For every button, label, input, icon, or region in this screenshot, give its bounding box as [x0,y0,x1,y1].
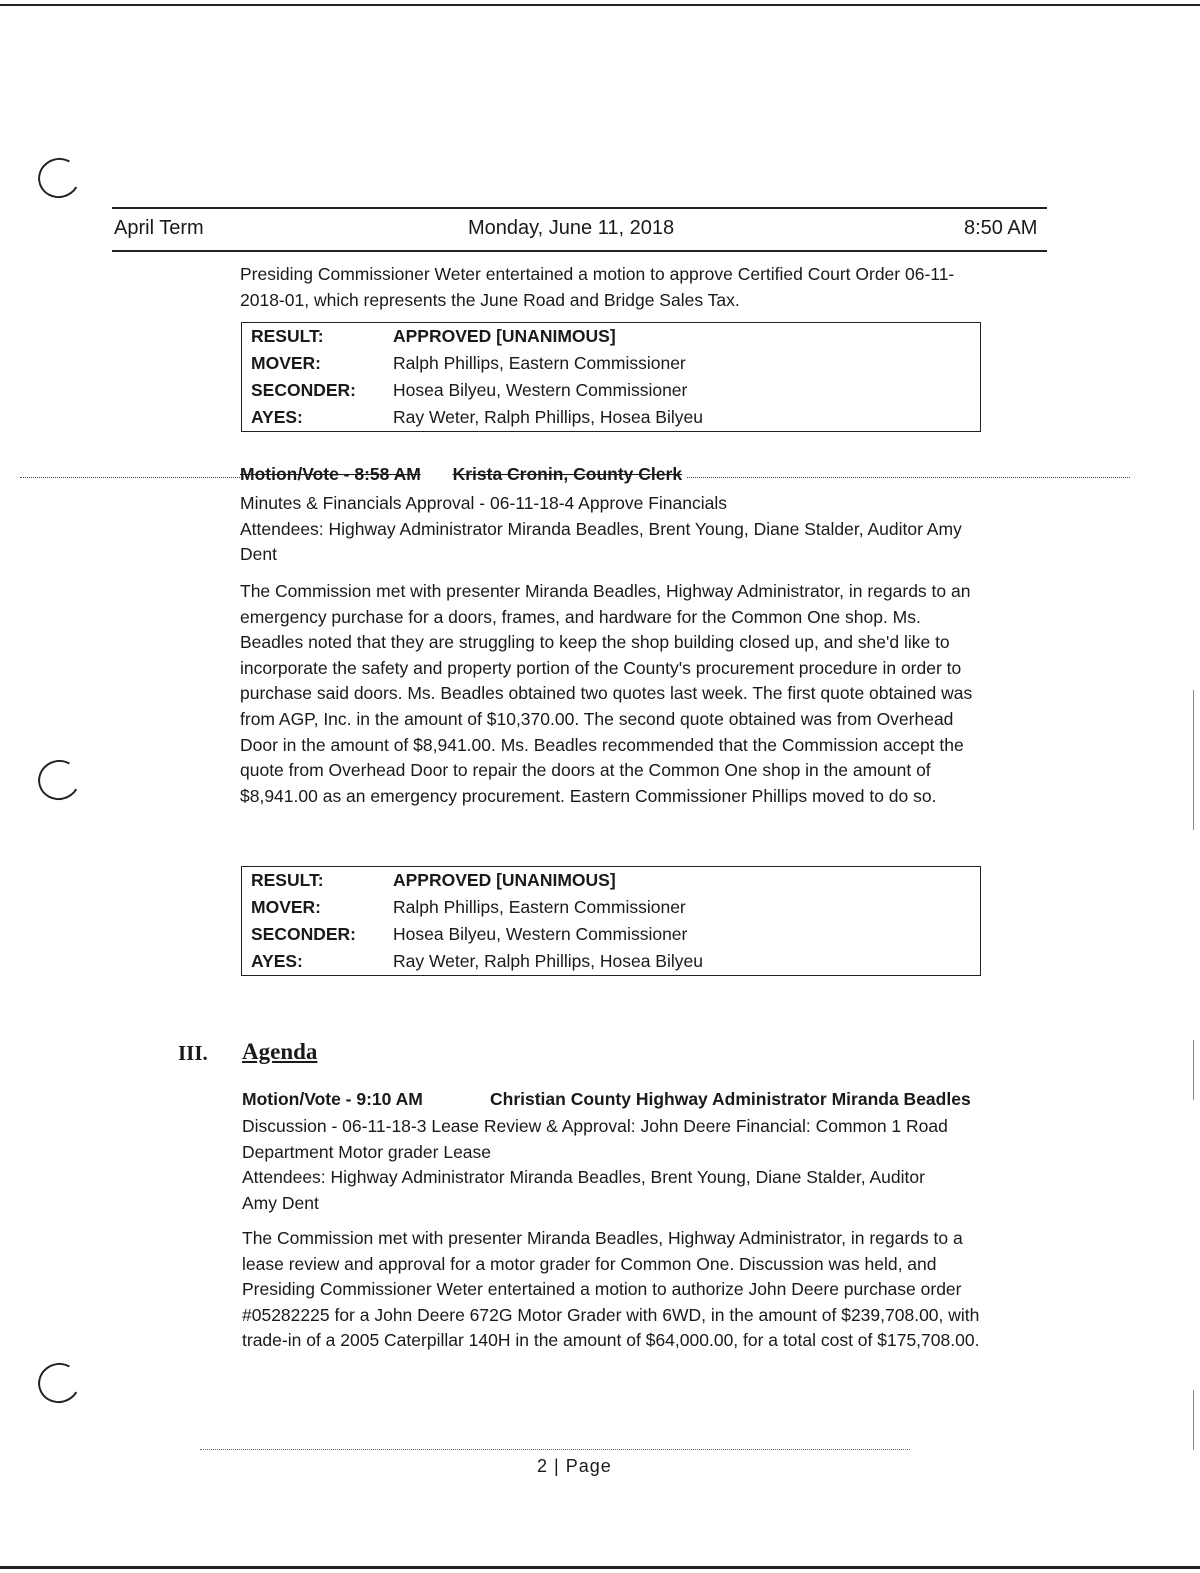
section-number: III. [178,1041,208,1065]
item2-attendees: Attendees: Highway Administrator Miranda Beadles, Brent Young, Diane Stalder, Auditor Amy Dent [240,518,962,565]
punch-hole-icon [34,153,85,203]
header-rule-top [112,207,1047,209]
vote-table [241,866,981,976]
agenda-body: The Commission met with presenter Miranda Beadles, Highway Administrator, in regards to a lease review and approval for a motor grader for Common One. Discussion was held, and Presiding Commissioner Weter entertained a motion to authorize John Deere purchase order #05282225 for a John Deere 672G Motor Grader with 6WD, in the amount of $239,708.00, with trade-in of a 2005 Caterpillar 140H in the amount of $64,000.00, for a total cost of $175,708.00. [242,1228,980,1351]
vote-row-result: RESULT: APPROVED [UNANIMOUS] [251,870,616,890]
punch-hole-icon [34,755,85,805]
agenda-attendees: Attendees: Highway Administrator Miranda Beadles, Brent Young, Diane Stalder, Auditor Amy Dent [242,1167,925,1213]
item2-motion-line: Motion/Vote - 8:58 AM Krista Cronin, County Clerk [240,464,686,485]
meeting-time: 8:50 AM [964,217,1038,239]
footer-dots [200,1449,910,1450]
scan-edge-right [1193,1040,1194,1100]
punch-hole-icon [34,1358,85,1408]
vote-row-seconder: SECONDER: Hosea Bilyeu, Western Commissioner [251,924,688,944]
header-rule-bottom [112,250,1047,252]
item1-text: Presiding Commissioner Weter entertained a motion to approve Certified Court Order 06-11-2018-01, which represents the June Road and Bridge Sales Tax. [240,264,955,310]
scan-edge-right [1193,1390,1194,1450]
vote-row-mover: MOVER: Ralph Phillips, Eastern Commissioner [251,897,686,917]
item2-details [240,491,980,568]
page-number: 2 | Page [537,1456,612,1476]
vote-row-result: RESULT: APPROVED [UNANIMOUS] [251,326,616,346]
item2-title: Minutes & Financials Approval - 06-11-18-4 Approve Financials [240,493,728,513]
meeting-date: Monday, June 11, 2018 [468,217,675,239]
vote-row-mover: MOVER: Ralph Phillips, Eastern Commissioner [251,353,686,373]
agenda-title: Discussion - 06-11-18-3 Lease Review & Approval: John Deere Financial: Common 1 Road Department Motor grader Lease [242,1116,948,1162]
term-label: April Term [114,217,204,239]
agenda-details [242,1114,962,1216]
scan-edge-top [0,4,1200,6]
scan-edge-right [1193,690,1194,830]
vote-row-ayes: AYES: Ray Weter, Ralph Phillips, Hosea Bilyeu [251,951,703,971]
section-title: Agenda [242,1039,318,1064]
vote-table [241,322,981,432]
vote-row-ayes: AYES: Ray Weter, Ralph Phillips, Hosea Bilyeu [251,407,703,427]
item2-body: The Commission met with presenter Miranda Beadles, Highway Administrator, in regards to an emergency purchase for a doors, frames, and hardware for the Common One shop. Ms. Beadles noted that they are struggling to keep the shop building closed up, and she'd like to incorporate the safety and property portion of the County's procurement procedure in order to purchase said doors. Ms. Beadles obtained two quotes last week. The first quote obtained was from AGP, Inc. in the amount of $10,370.00. The second quote obtained was from Overhead Door in the amount of $8,941.00. Ms. Beadles recommended that the Commission accept the quote from Overhead Door to repair the doors at the Common One shop in the amount of $8,941.00 as an emergency procurement. Eastern Commissioner Phillips moved to do so. [240,581,973,806]
vote-row-seconder: SECONDER: Hosea Bilyeu, Western Commissioner [251,380,688,400]
agenda-motion-line: Motion/Vote - 9:10 AM Christian County Highway Administrator Miranda Beadles [242,1089,971,1109]
scan-edge-bottom [0,1566,1200,1569]
